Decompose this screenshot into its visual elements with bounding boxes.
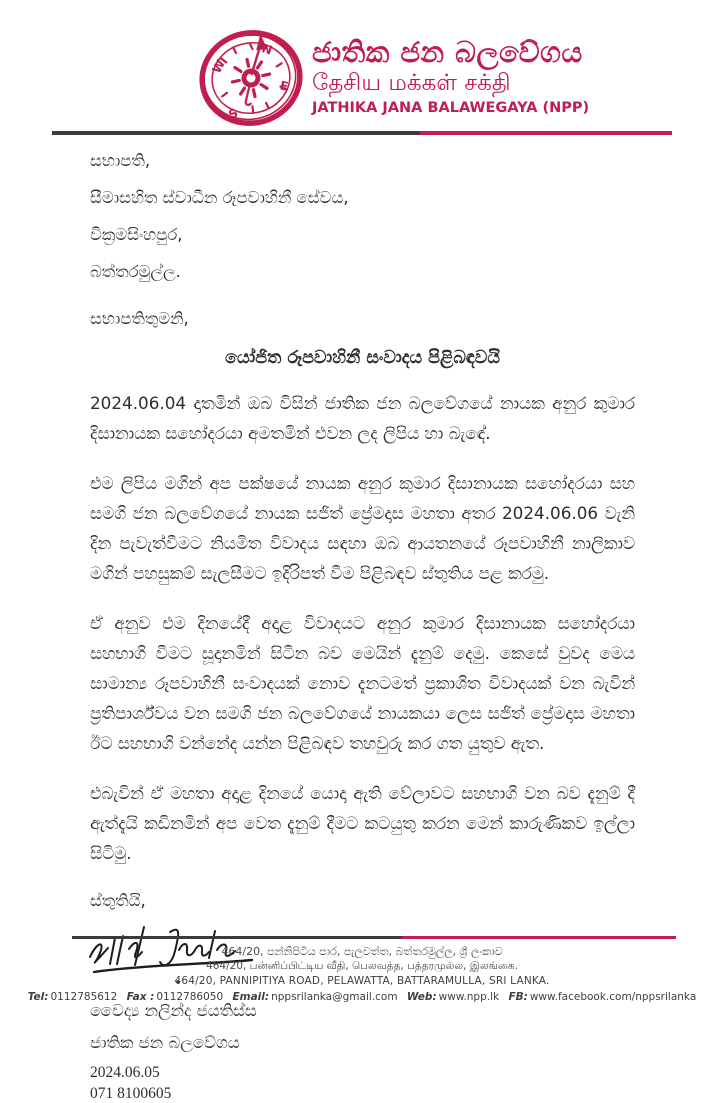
footer-address-tamil: 464/20, பன்னிப்பிட்டிய வீதி, பெலவத்த, பத்தரமுல்ல, இலங்கை. — [206, 960, 518, 972]
letterhead — [0, 0, 724, 131]
recipient-line: සීමාසහිත ස්වාධීන රූපවාහිනී සේවය, — [90, 188, 349, 207]
paragraph-2: එම ලිපිය මගින් අප පක්ෂයේ නායක අනුර කුමාර දිසානායක සහෝදරයා සහ සමගි ජන බලවේගයේ නායක සජිත් ප්‍රේමදාස මහතා අතර 2024.06.06 වැනි දින පැවැත්වීමට නියමිත විවාදය සඳහා ඔබ ආයතනයේ රූපවාහිනී නාලිකාව මගින් පහසුකම් සැලසීමට ඉදිරිපත් වීම පිළිබඳව ස්තුතිය පළ කරමු. — [90, 473, 635, 583]
fax-value: 0112786050 — [156, 991, 224, 1003]
letter-footer — [0, 936, 724, 1005]
tel-label: Tel: — [27, 991, 49, 1003]
tel-value: 0112785612 — [50, 991, 118, 1003]
letter-date: 2024.06.05 — [90, 1064, 160, 1081]
header-divider — [52, 131, 672, 135]
paragraph-1: 2024.06.04 දාතමින් ඔබ විසින් ජාතික ජන බලවේගයේ නායක අනුර කුමාර දිසානායක සහෝදරයා අමතමින් එවන ලද ලිපිය හා බැඳේ. — [90, 393, 635, 443]
closing-phrase: ස්තුතියි, — [90, 891, 146, 910]
recipient-line: වික්‍රමසිංහපුර, — [90, 225, 183, 244]
party-name-english: JATHIKA JANA BALAWEGAYA (NPP) — [312, 100, 590, 116]
footer-divider-dark-segment — [72, 936, 402, 939]
web-value: www.npp.lk — [438, 991, 500, 1003]
party-name-tamil: தேசிய மக்கள் சக்தி — [312, 70, 511, 96]
email-value: nppsrilanka@gmail.com — [271, 991, 398, 1003]
svg-text:N: N — [260, 41, 274, 58]
fb-label: FB: — [508, 991, 528, 1003]
fax-label: Fax : — [126, 991, 155, 1003]
svg-text:S: S — [226, 105, 241, 123]
footer-divider-brand-segment — [402, 936, 676, 939]
fb-value: www.facebook.com/nppsrilanka — [529, 991, 697, 1003]
salutation: සභාපතිතුමනි, — [90, 309, 189, 328]
subject-line: යෝජිත රූපවාහිනී සංවාදය පිළිබඳවයි — [225, 348, 500, 368]
svg-text:W: W — [209, 57, 229, 76]
footer-address-english: 464/20, PANNIPITIYA ROAD, PELAWATTA, BATTARAMULLA, SRI LANKA. — [174, 975, 550, 987]
web-label: Web: — [406, 991, 437, 1003]
letterhead-titles — [312, 36, 592, 118]
footer-address-sinhala: 464/20, පන්නිපිටිය පාර, පැලවත්ත, බත්තරමුල්ල, ශ්‍රී ලංකාව — [221, 945, 503, 958]
compass-logo-icon — [196, 26, 306, 130]
email-label: Email: — [232, 991, 270, 1003]
footer-address-block — [0, 936, 724, 1005]
header-divider-dark-segment — [52, 131, 420, 135]
signatory-name: වෛද්‍ය නලින්ද ජයතිස්ස — [90, 1001, 257, 1020]
party-name-sinhala: ජාතික ජන බලවේගය — [312, 35, 583, 69]
paragraph-4: එබැවින් ඒ මහතා අදාළ දිනයේ යොදා ඇති වේලාවට සහභාගි වන බව දැනුම් දී ඇත්දැයි කඩිනමින් අප වෙත දැනුම් දීමට කටයුතු කරන මෙන් කාරුණිකව ඉල්ලා සිටිමු. — [90, 783, 635, 863]
paragraph-3: ඒ අනුව එම දිනයේදී අදාළ විවාදයට අනුර කුමාර දිසානායක සහෝදරයා සහභාගි වීමට සූදානමින් සිටින බව මෙයින් දැනුම් දෙමු. කෙසේ වුවද මෙය සාමාන්‍ය රූපවාහිනී සංවාදයක් නොව දැනටමත් ප්‍රකාශිත විවාදයක් වන බැවින් ප්‍රතිපාර්ශ්වය වන සමගි ජන බලවේගයේ නායකයා ලෙස සජිත් ප්‍රේමදාස මහතා ඊට සහභාගි වන්නේද යන්න පිළිබඳව තහවුරු කර ගත යුතුව ඇත. — [90, 613, 635, 753]
svg-text:E: E — [278, 78, 290, 94]
footer-contact-line — [0, 989, 724, 1005]
signatory-organization: ජාතික ජන බලවේගය — [90, 1033, 240, 1052]
recipient-address — [90, 150, 635, 283]
contact-phone: 071 8100605 — [90, 1085, 172, 1102]
header-divider-brand-segment — [420, 131, 672, 135]
footer-divider — [72, 936, 676, 940]
recipient-line: බත්තරමුල්ල. — [90, 262, 181, 281]
recipient-line: සභාපති, — [90, 151, 151, 170]
